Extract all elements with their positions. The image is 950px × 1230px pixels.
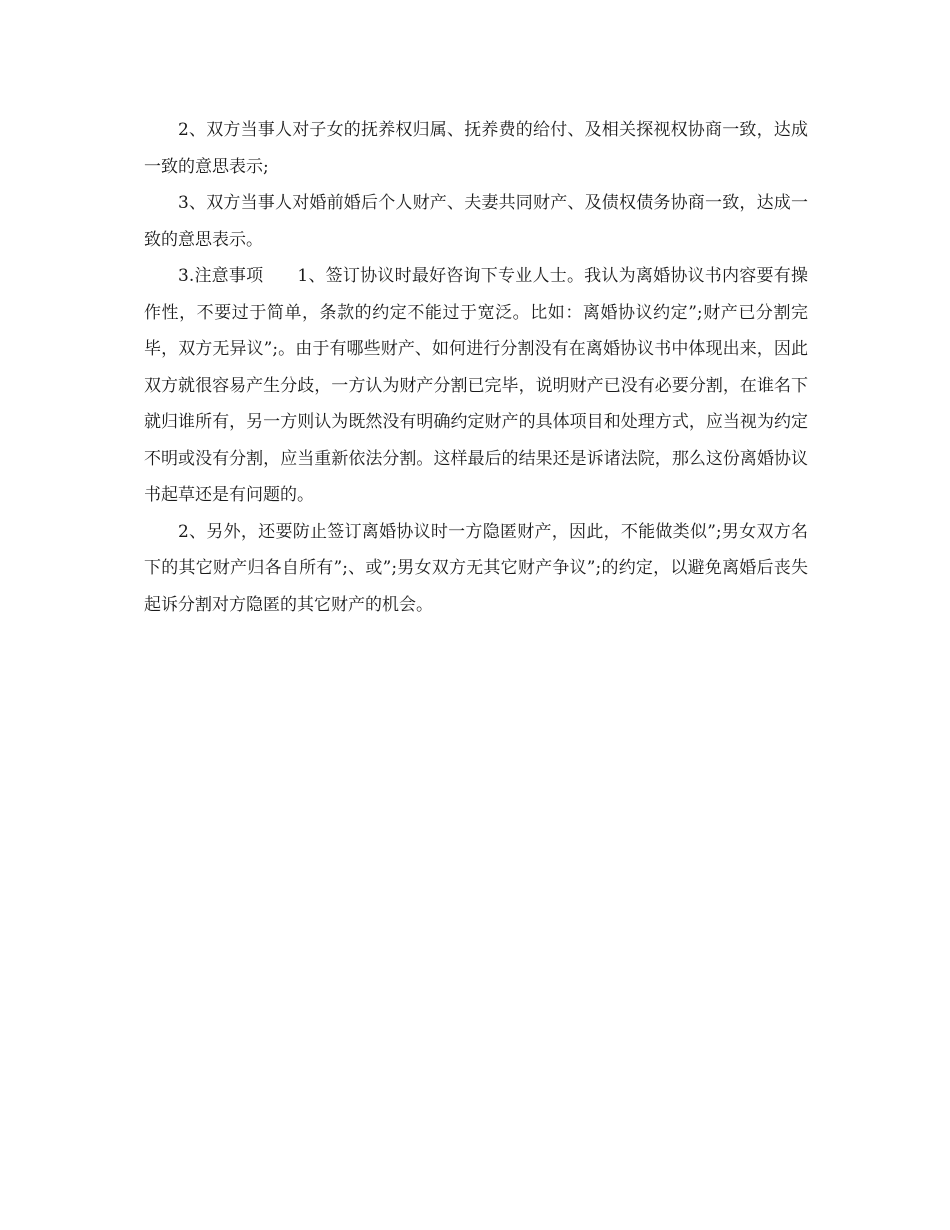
paragraph-custody-agreement: 2、双方当事人对子女的抚养权归属、抚养费的给付、及相关探视权协商一致，达成一致的意思表示; bbox=[144, 120, 808, 177]
paragraph-property-agreement: 3、双方当事人对婚前婚后个人财产、夫妻共同财产、及债权债务协商一致，达成一致的意思表示。 bbox=[144, 193, 808, 250]
precautions-heading: 3.注意事项 bbox=[178, 266, 264, 286]
paragraph-hidden-assets: 2、另外，还要防止签订离婚协议时一方隐匿财产，因此，不能做类似”;男女双方名下的其它财产归各自所有”;、或”;男女双方无其它财产争议”;的约定，以避免离婚后丧失起诉分割对方隐匿的其它财产的机会。 bbox=[144, 521, 808, 615]
document-body bbox=[144, 112, 808, 623]
precautions-item-1: 1、签订协议时最好咨询下专业人士。我认为离婚协议书内容要有操作性，不要过于简单，条款的约定不能过于宽泛。比如：离婚协议约定”;财产已分割完毕，双方无异议”;。由于有哪些财产、如何进行分割没有在离婚协议书中体现出来，因此双方就很容易产生分歧，一方认为财产分割已完毕，说明财产已没有必要分割，在谁名下就归谁所有，另一方则认为既然没有明确约定财产的具体项目和处理方式，应当视为约定不明或没有分割，应当重新依法分割。这样最后的结果还是诉诸法院，那么这份离婚协议书起草还是有问题的。 bbox=[144, 266, 808, 505]
paragraph-precautions bbox=[144, 258, 808, 514]
